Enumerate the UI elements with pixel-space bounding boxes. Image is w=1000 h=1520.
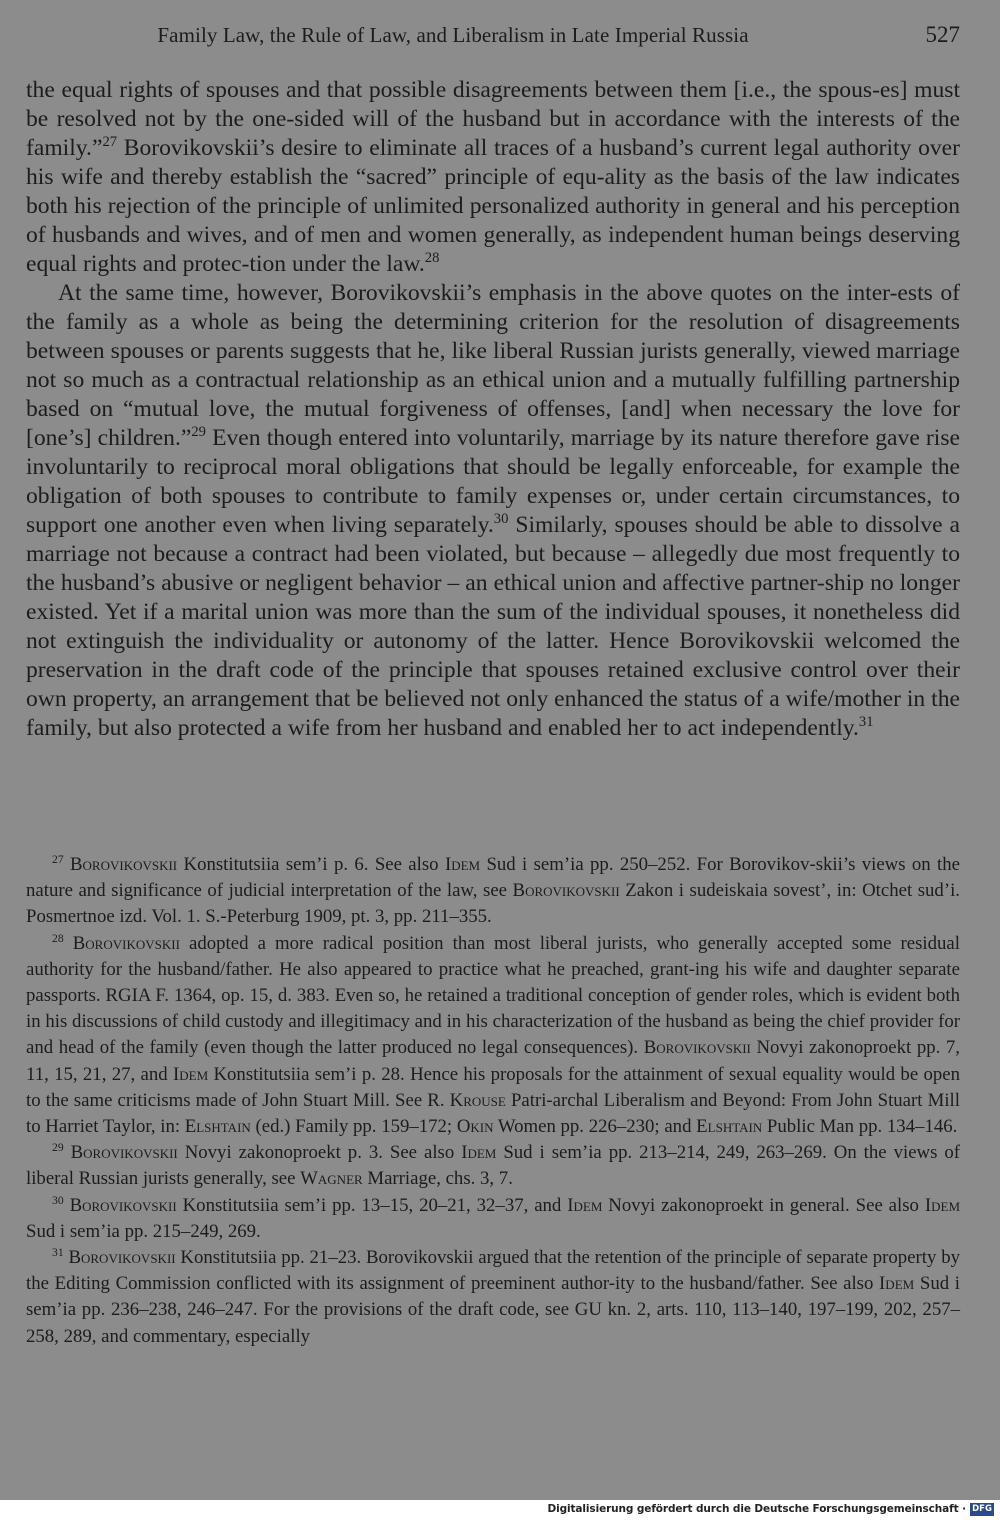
paragraph-2-text-a: At the same time, however, Borovikovskii’s emphasis in the above quotes on the inter-ests of the family as a whole as being the determining criterion for the resolution of disagreements between spouses or parents suggests that he, like liberal Russian jurists generally, viewed marriage not so much as a contractual relationship as an ethical union and a mutually fulfilling partnership based on “mutual love, the mutual forgiveness of offenses, [and] when necessary the love for [one’s] children.” [26, 280, 960, 451]
author-name: Elshtain [184, 1116, 251, 1138]
footnote-text: Sud i sem’ia pp. 250–252. For Borovikov-skii’s views on the nature and significance of judicial interpretation of the law, see [26, 854, 960, 902]
page-number: 527 [925, 22, 960, 47]
footnote-text: Zakon i sudeiskaia sovest’, in: Otchet sud’i. Posmertnoe izd. Vol. 1. S.-Peterburg 1909, pt. 3, pp. 211–355. [26, 880, 960, 928]
digitization-footer [0, 1500, 1000, 1520]
footnote-ref-31: 31 [858, 713, 874, 730]
footnotes [26, 852, 960, 1350]
footnote-ref-30: 30 [493, 510, 509, 527]
author-name: Elshtain [696, 1116, 763, 1138]
footnote-27 [26, 852, 960, 931]
footnote-text: Patri-archal Liberalism and Beyond: From John Stuart Mill to Harriet Taylor, in: [26, 1089, 960, 1138]
footnote-ref-29: 29 [191, 423, 206, 440]
author-name: Idem [879, 1273, 915, 1295]
footnote-text: Konstitutsiia sem’i p. 6. See also [177, 854, 445, 875]
footnote-number: 30 [52, 1193, 64, 1207]
body-text [26, 76, 960, 743]
footnote-text: Sud i sem’ia pp. 213–214, 249, 263–269. On the views of liberal Russian jurists generally, see [26, 1142, 961, 1190]
footnote-text: Sud i sem’ia pp. 236–238, 246–247. For the provisions of the draft code, see GU kn. 2, arts. 110, 113–140, 197–199, 202, 257–258, 289, and commentary, especially [26, 1273, 960, 1347]
author-name: Borovikovskii [69, 1194, 177, 1216]
author-name: Idem [924, 1194, 961, 1216]
author-name: Borovikovskii [70, 854, 178, 875]
paragraph-2-text-c: Similarly, spouses should be able to dissolve a marriage not because a contract had been violated, but because – allegedly due most frequently to the husband’s abusive or negligent behavior – an ethical union and affective partner-ship no longer existed. Yet if a marital union was more than the sum of the individual spouses, it nonetheless did not extinguish the individuality or autonomy of the latter. Hence Borovikovskii welcomed the preservation in the draft code of the principle that spouses retained exclusive control over their own property, an arrangement that be believed not only enhanced the status of a wife/mother in the family, but also protected a wife from her husband and enabled her to act independently. [26, 512, 960, 741]
footnote-number: 29 [52, 1141, 64, 1155]
author-name: Idem [461, 1142, 497, 1164]
dfg-logo: DFG [970, 1503, 994, 1516]
paragraph-1 [26, 76, 960, 279]
footnote-text: Novyi zakonoproekt p. 3. See also [177, 1142, 462, 1164]
footnote-ref-27: 27 [102, 133, 118, 150]
author-name: Idem [172, 1063, 209, 1085]
author-name: Borovikovskii [72, 932, 180, 954]
author-name: Idem [567, 1194, 603, 1216]
footnote-number: 28 [52, 931, 64, 945]
paragraph-2-text-b: Even though entered into voluntarily, marriage by its nature therefore gave rise involuntarily to reciprocal moral obligations that should be legally enforceable, for example the obligation of both spouses to contribute to family expenses or, under certain circumstances, to support one another even when living separately. [26, 425, 960, 538]
footnote-number: 31 [52, 1245, 64, 1259]
paragraph-1-text-a: the equal rights of spouses and that possible disagreements between them [i.e., the spous-es] must be resolved not by the one-sided will of the husband but in accordance with the interests of the family.” [26, 77, 960, 161]
footnote-31 [26, 1245, 960, 1350]
running-head [26, 18, 960, 52]
footnote-text: Konstitutsiia sem’i pp. 13–15, 20–21, 32–37, and [176, 1194, 568, 1216]
paragraph-2 [26, 279, 960, 743]
author-name: Okin [456, 1116, 494, 1138]
author-name: Idem [444, 854, 481, 875]
footnote-30 [26, 1193, 960, 1245]
paragraph-1-text-b: Borovikovskii’s desire to eliminate all traces of a husband’s current legal authority over his wife and thereby establish the “sacred” principle of equ-ality as the basis of the law indicates both his rejection of the principle of unlimited personalized authority in general and his perception of husbands and wives, and of men and women generally, as independent human beings deserving equal rights and protec-tion under the law. [26, 135, 960, 277]
footnote-text: Konstitutsiia pp. 21–23. Borovikovskii argued that the retention of the principle of separate property by the Editing Commission conflicted with its assignment of preeminent author-ity to the husband/father. See also [26, 1247, 960, 1295]
footnote-text: Konstitutsiia sem’i p. 28. Hence his proposals for the attainment of sexual equality would be open to the same criticisms made of John Stuart Mill. See R. [26, 1063, 960, 1111]
footnote-text: Marriage, chs. 3, 7. [362, 1168, 513, 1190]
footnote-number: 27 [52, 852, 64, 866]
running-title: Family Law, the Rule of Law, and Liberalism in Late Imperial Russia [157, 23, 749, 47]
footnote-text: Novyi zakonoproekt pp. 7, 11, 15, 21, 27, and [26, 1037, 960, 1085]
footnote-28 [26, 931, 960, 1141]
author-name: Krouse [449, 1089, 506, 1111]
footnote-text: (ed.) Family pp. 159–172; [250, 1116, 457, 1138]
footnote-ref-28: 28 [424, 249, 440, 266]
author-name: Borovikovskii [512, 880, 620, 902]
author-name: Borovikovskii [68, 1247, 176, 1269]
author-name: Borovikovskii [70, 1142, 178, 1164]
footnote-29 [26, 1140, 960, 1192]
funding-credit: Digitalisierung gefördert durch die Deutsche Forschungsgemeinschaft · [547, 1503, 966, 1515]
footnote-text: Sud i sem’ia pp. 215–249, 269. [26, 1220, 261, 1242]
footnote-text: Women pp. 226–230; and [493, 1116, 697, 1138]
footnote-text: adopted a more radical position than most liberal jurists, who generally accepted some residual authority for the husband/father. He also appeared to practice what he preached, grant-ing his wife and daughter separate passports. RGIA F. 1364, op. 15, d. 383. Even so, he retained a traditional conception of gender roles, which is evident both in his discussions of child custody and illegitimacy and in his characterization of the husband as being the chief provider for and head of the family (even though the latter produced no legal consequences). [26, 932, 960, 1059]
footnote-text: Public Man pp. 134–146. [762, 1116, 958, 1138]
author-name: Borovikovskii [643, 1037, 751, 1059]
author-name: Wagner [300, 1168, 363, 1190]
footnote-text: Novyi zakonoproekt in general. See also [602, 1194, 925, 1216]
